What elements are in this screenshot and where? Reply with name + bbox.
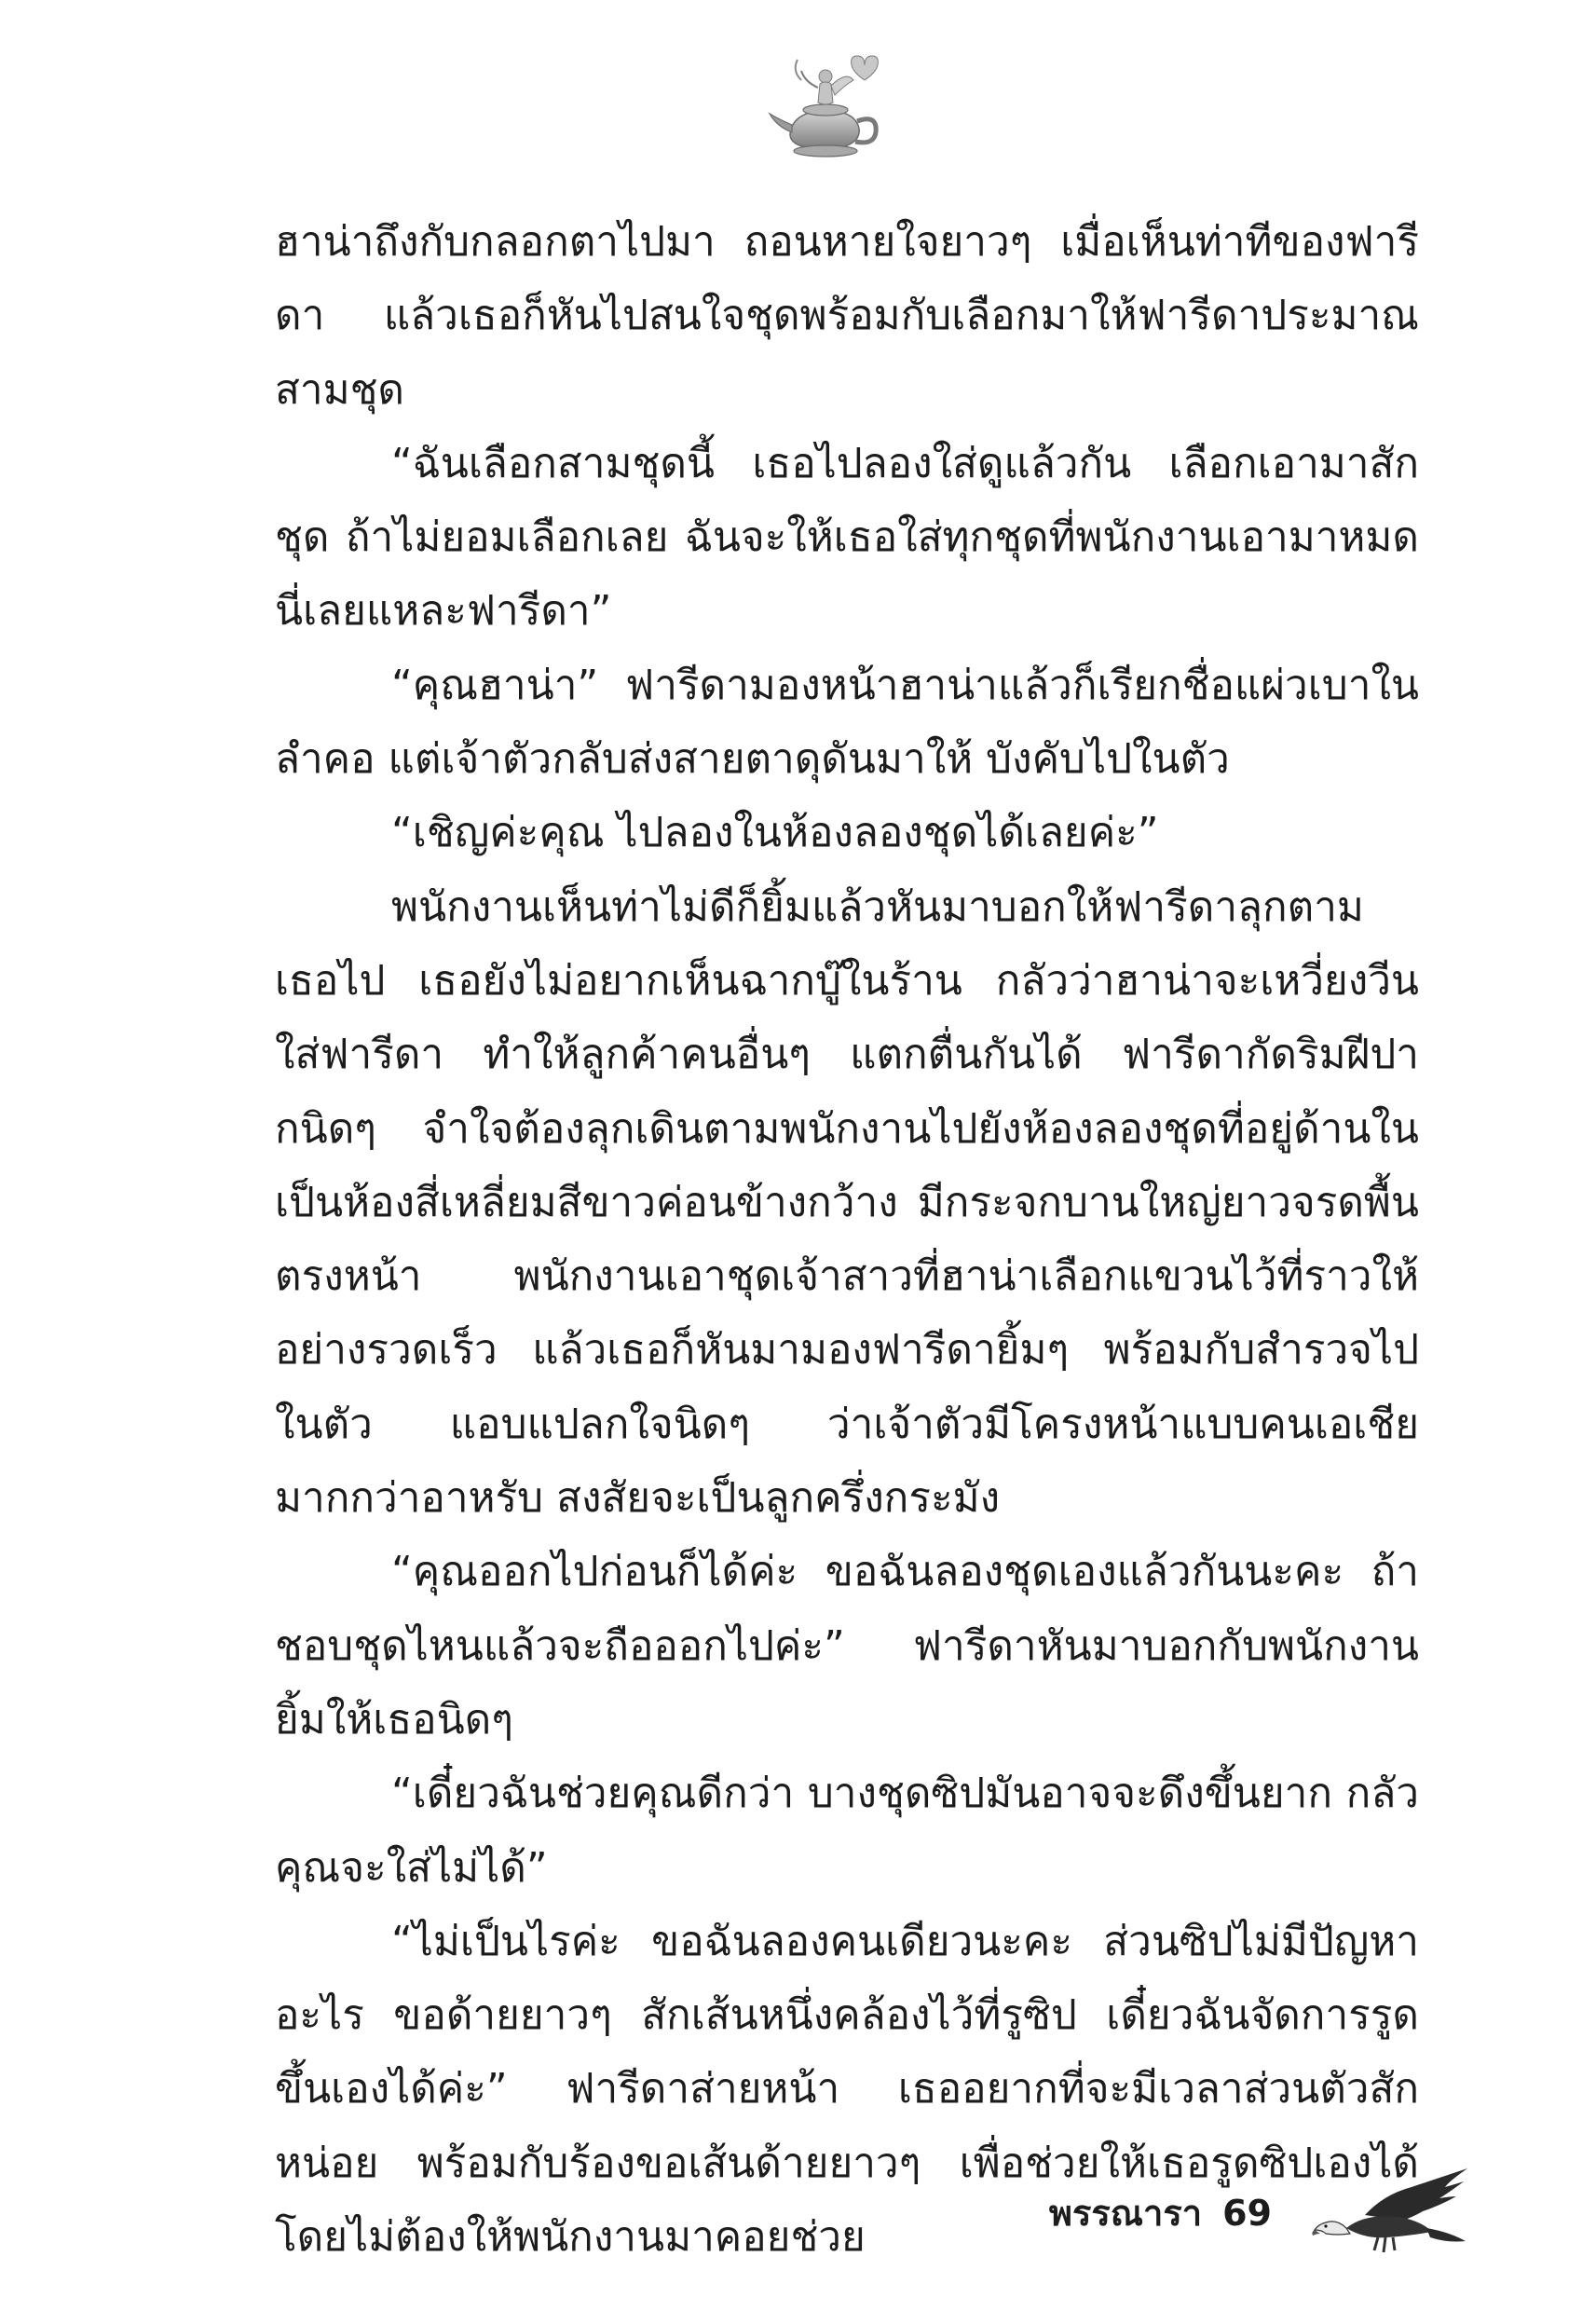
paragraph: ฮาน่าถึงกับกลอกตาไปมา ถอนหายใจยาวๆ เมื่อเห็นท่าทีของฟารีดา แล้วเธอก็หันไปสนใจชุดพร้อมกับเลือกมาให้ฟารีดาประมาณสามชุด (275, 218, 1419, 414)
page-number: 69 (1222, 2193, 1272, 2234)
page-body-text (275, 205, 1419, 2274)
book-title: พรรณารา (1048, 2193, 1203, 2234)
eagle-icon (1309, 2167, 1472, 2255)
paragraph: “คุณออกไปก่อนก็ได้ค่ะ ขอฉันลองชุดเองแล้วกันนะคะ ถ้าชอบชุดไหนแล้วจะถือออกไปค่ะ” ฟารีดาหันมาบอกกับพนักงาน ยิ้มให้เธอนิดๆ (275, 1548, 1419, 1744)
paragraph: “เชิญค่ะคุณ ไปลองในห้องลองชุดได้เลยค่ะ” (391, 809, 1159, 857)
paragraph: “ฉันเลือกสามชุดนี้ เธอไปลองใส่ดูแล้วกัน เลือกเอามาสักชุด ถ้าไม่ยอมเลือกเลย ฉันจะให้เธอใส่ทุกชุดที่พนักงานเอามาหมดนี่เลยแหละฟารีดา” (275, 439, 1419, 636)
paragraph: “ไม่เป็นไรค่ะ ขอฉันลองคนเดียวนะคะ ส่วนซิปไม่มีปัญหาอะไร ขอด้ายยาวๆ สักเส้นหนึ่งคล้องไว้ที่รูซิป เดี๋ยวฉันจัดการรูดขึ้นเองได้ค่ะ” ฟารีดาส่ายหน้า เธออยากที่จะมีเวลาส่วนตัวสักหน่อย พร้อมกับร้องขอเส้นด้ายยาวๆ เพื่อช่วยให้เธอรูดซิปเองได้โดยไม่ต้องให้พนักงานมาคอยช่วย (275, 1917, 1419, 2262)
paragraph: “คุณฮาน่า” ฟารีดามองหน้าฮาน่าแล้วก็เรียกชื่อแผ่วเบาในลำคอ แต่เจ้าตัวกลับส่งสายตาดุดันมาให้ บังคับไปในตัว (275, 661, 1419, 784)
page-footer (1025, 2162, 1472, 2264)
teapot-with-cupid-ornament-icon (764, 48, 904, 165)
footer-label (1049, 2184, 1272, 2241)
paragraph: พนักงานเห็นท่าไม่ดีก็ยิ้มแล้วหันมาบอกให้ฟารีดาลุกตามเธอไป เธอยังไม่อยากเห็นฉากบู๊ในร้าน กลัวว่าฮาน่าจะเหวี่ยงวีนใส่ฟารีดา ทำให้ลูกค้าคนอื่นๆ แตกตื่นกันได้ ฟารีดากัดริมฝีปากนิดๆ จำใจต้องลุกเดินตามพนักงานไปยังห้องลองชุดที่อยู่ด้านใน เป็นห้องสี่เหลี่ยมสีขาวค่อนข้างกว้าง มีกระจกบานใหญ่ยาวจรดพื้นตรงหน้า พนักงานเอาชุดเจ้าสาวที่ฮาน่าเลือกแขวนไว้ที่ราวให้อย่างรวดเร็ว แล้วเธอก็หันมามองฟารีดายิ้มๆ พร้อมกับสำรวจไปในตัว แอบแปลกใจนิดๆ ว่าเจ้าตัวมีโครงหน้าแบบคนเอเชียมากกว่าอาหรับ สงสัยจะเป็นลูกครึ่งกระมัง (275, 882, 1419, 1523)
paragraph: “เดี๋ยวฉันช่วยคุณดีกว่า บางชุดซิปมันอาจจะดึงขึ้นยาก กลัวคุณจะใส่ไม่ได้” (275, 1770, 1419, 1892)
